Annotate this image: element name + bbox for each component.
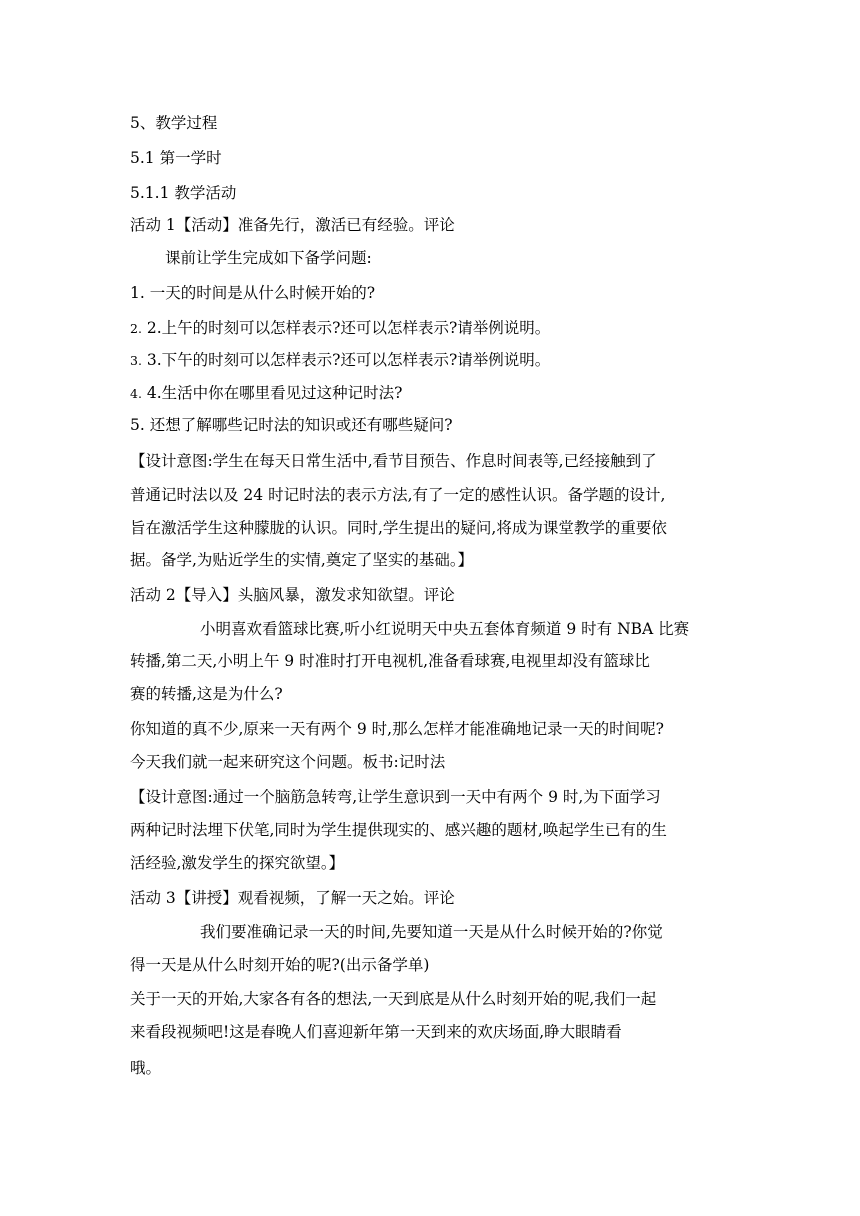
design-intent-line: 【设计意图:通过一个脑筋急转弯,让学生意识到一天中有两个 9 时,为下面学习	[130, 788, 661, 806]
question-3	[130, 350, 550, 371]
question-4-text: 4.生活中你在哪里看见过这种记时法?	[146, 384, 403, 402]
design-intent-line: 据。备学,为贴近学生的实情,奠定了坚实的基础。】	[130, 551, 474, 569]
section-heading-lesson: 5.1 第一学时	[130, 149, 222, 167]
activity3-paragraph-line: 我们要准确记录一天的时间,先要知道一天是从什么时候开始的?你觉	[200, 923, 663, 941]
activity3-paragraph2-line: 来看段视频吧!这是春晚人们喜迎新年第一天到来的欢庆场面,睁大眼睛看	[130, 1023, 622, 1041]
design-intent-line: 旨在激活学生这种朦胧的认识。同时,学生提出的疑问,将成为课堂教学的重要依	[130, 519, 667, 537]
activity2-paragraph-line: 转播,第二天,小明上午 9 时准时打开电视机,准备看球赛,电视里却没有篮球比	[130, 652, 650, 670]
activity2-paragraph2-line: 你知道的真不少,原来一天有两个 9 时,那么怎样才能准确地记录一天的时间呢?	[130, 720, 664, 738]
question-4	[130, 383, 402, 404]
activity2-title: 活动 2【导入】头脑风暴，激发求知欲望。评论	[130, 586, 455, 604]
section-heading-process: 5、教学过程	[130, 114, 218, 132]
design-intent-line: 【设计意图:学生在每天日常生活中,看节目预告、作息时间表等,已经接触到了	[130, 452, 657, 470]
activity3-paragraph2-line: 关于一天的开始,大家各有各的想法,一天到底是从什么时刻开始的呢,我们一起	[130, 990, 657, 1008]
design-intent-line: 两种记时法埋下伏笔,同时为学生提供现实的、感兴趣的题材,唤起学生已有的生	[130, 821, 667, 839]
question-1: 1. 一天的时间是从什么时候开始的?	[130, 284, 376, 302]
question-3-number: 3.	[130, 353, 142, 368]
question-5: 5. 还想了解哪些记时法的知识或还有哪些疑问?	[130, 416, 453, 434]
activity2-paragraph-line: 小明喜欢看篮球比赛,听小红说明天中央五套体育频道 9 时有 NBA 比赛	[200, 620, 690, 638]
question-2-number: 2.	[130, 321, 142, 336]
activity2-paragraph-line: 赛的转播,这是为什么?	[130, 685, 283, 703]
activity1-intro: 课前让学生完成如下备学问题:	[165, 249, 372, 267]
activity3-paragraph2-line: 哦。	[130, 1059, 162, 1077]
design-intent-line: 普通记时法以及 24 时记时法的表示方法,有了一定的感性认识。备学题的设计,	[130, 486, 666, 504]
activity1-title: 活动 1【活动】准备先行，激活已有经验。评论	[130, 216, 455, 234]
question-4-number: 4.	[130, 386, 142, 401]
activity2-paragraph2-line: 今天我们就一起来研究这个问题。板书:记时法	[130, 753, 446, 771]
activity3-paragraph-line: 得一天是从什么时刻开始的呢?(出示备学单)	[130, 956, 430, 974]
question-2	[130, 318, 550, 339]
design-intent-line: 活经验,激发学生的探究欲望。】	[130, 854, 345, 872]
question-3-text: 3.下午的时刻可以怎样表示?还可以怎样表示?请举例说明。	[146, 351, 551, 369]
question-2-text: 2.上午的时刻可以怎样表示?还可以怎样表示?请举例说明。	[146, 319, 551, 337]
section-heading-activities: 5.1.1 教学活动	[130, 184, 237, 202]
activity3-title: 活动 3【讲授】观看视频，了解一天之始。评论	[130, 889, 455, 907]
